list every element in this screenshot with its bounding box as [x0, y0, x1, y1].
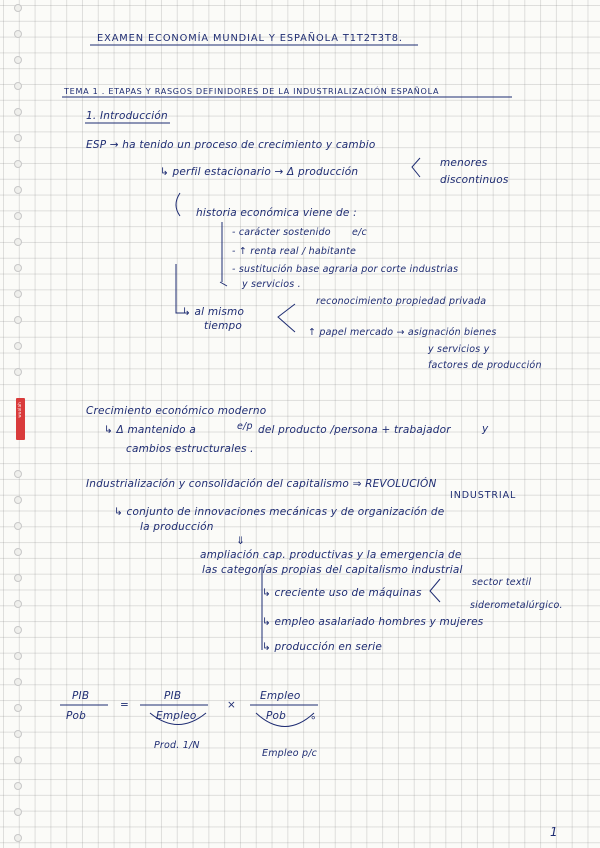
- formula-label-empleo: Empleo p/c: [262, 748, 318, 759]
- note-historia: historia económica viene de :: [196, 207, 357, 219]
- formula-times: ×: [227, 699, 236, 711]
- note-renta: - ↑ renta real / habitante: [232, 246, 357, 257]
- note-produccion: la producción: [140, 521, 214, 533]
- topic-title: TEMA 1 . ETAPAS Y RASGOS DEFINIDORES DE LA INDUSTRIALIZACIÓN ESPAÑOLA: [64, 86, 440, 96]
- note-conjunto: ↳ conjunto de innovaciones mecánicas y de organización de: [114, 506, 445, 518]
- note-ampliacion: ampliación cap. productivas y la emergencia de: [200, 549, 462, 561]
- note-cambios: cambios estructurales .: [126, 443, 254, 455]
- note-arrow-down: ⇓: [236, 535, 245, 547]
- bracket-menores: [412, 158, 420, 177]
- note-papel: ↑ papel mercado → asignación bienes: [308, 327, 497, 338]
- bracket-sector: [430, 579, 440, 602]
- note-caracter: - carácter sostenido: [232, 227, 331, 238]
- note-al-mismo: ↳ al mismo: [182, 306, 245, 318]
- note-servicios: y servicios .: [242, 279, 301, 290]
- note-creciente: ↳ creciente uso de máquinas: [262, 587, 422, 599]
- note-serie: ↳ producción en serie: [262, 641, 383, 653]
- note-caracter-frac: e/c: [352, 227, 367, 238]
- note-esp: ESP → ha tenido un proceso de crecimiento y cambio: [86, 139, 376, 151]
- note-perfil: ↳ perfil estacionario → Δ producción: [160, 166, 359, 178]
- formula-f1-den: Empleo: [156, 710, 197, 722]
- note-siderometalurgico: siderometalúrgico.: [470, 600, 563, 611]
- note-discontinuos: discontinuos: [440, 174, 509, 186]
- note-empleo: ↳ empleo asalariado hombres y mujeres: [262, 616, 484, 628]
- note-mantenido: ↳ Δ mantenido a: [104, 424, 196, 436]
- note-sustitucion: - sustitución base agraria por corte industrias: [232, 264, 459, 275]
- formula-f2-den: Pob: [266, 710, 287, 722]
- side-watermark-tag: [16, 398, 25, 440]
- formula-equals: =: [120, 699, 129, 711]
- formula-dot: ∘: [310, 712, 317, 724]
- bracket-historia: [176, 193, 180, 216]
- note-menores: menores: [440, 157, 488, 169]
- note-categorias: las categorías propias del capitalismo industrial: [202, 564, 463, 576]
- formula-lhs-den: Pob: [66, 710, 87, 722]
- side-tag-text: wuolah: [17, 402, 22, 418]
- exam-title: EXAMEN ECONOMÍA MUNDIAL Y ESPAÑOLA T1T2T3T8.: [97, 33, 403, 44]
- note-y-mark: y: [482, 423, 489, 435]
- note-sector-textil: sector textil: [472, 577, 532, 588]
- note-tiempo: tiempo: [204, 320, 243, 332]
- note-y-servicios: y servicios y: [428, 344, 490, 355]
- note-industrial: INDUSTRIAL: [450, 490, 517, 501]
- bracket-al-mismo: [278, 304, 295, 332]
- note-del-producto: del producto /persona + trabajador: [258, 424, 451, 436]
- note-reconocimiento: reconocimiento propiedad privada: [316, 296, 487, 307]
- note-crecimiento: Crecimiento económico moderno: [86, 405, 267, 417]
- page-number: 1: [550, 825, 558, 839]
- note-industrializacion: Industrialización y consolidación del capitalismo ⇒ REVOLUCIÓN: [86, 478, 437, 490]
- note-factores: factores de producción: [428, 360, 542, 371]
- formula-f2-num: Empleo: [260, 690, 301, 702]
- formula-lhs-num: PIB: [72, 690, 90, 702]
- formula-label-prod: Prod. 1/N: [154, 740, 200, 751]
- note-ep: e/p: [237, 421, 253, 432]
- section-heading: 1. Introducción: [86, 110, 168, 122]
- brace-list: [220, 222, 227, 286]
- formula-f1-num: PIB: [164, 690, 182, 702]
